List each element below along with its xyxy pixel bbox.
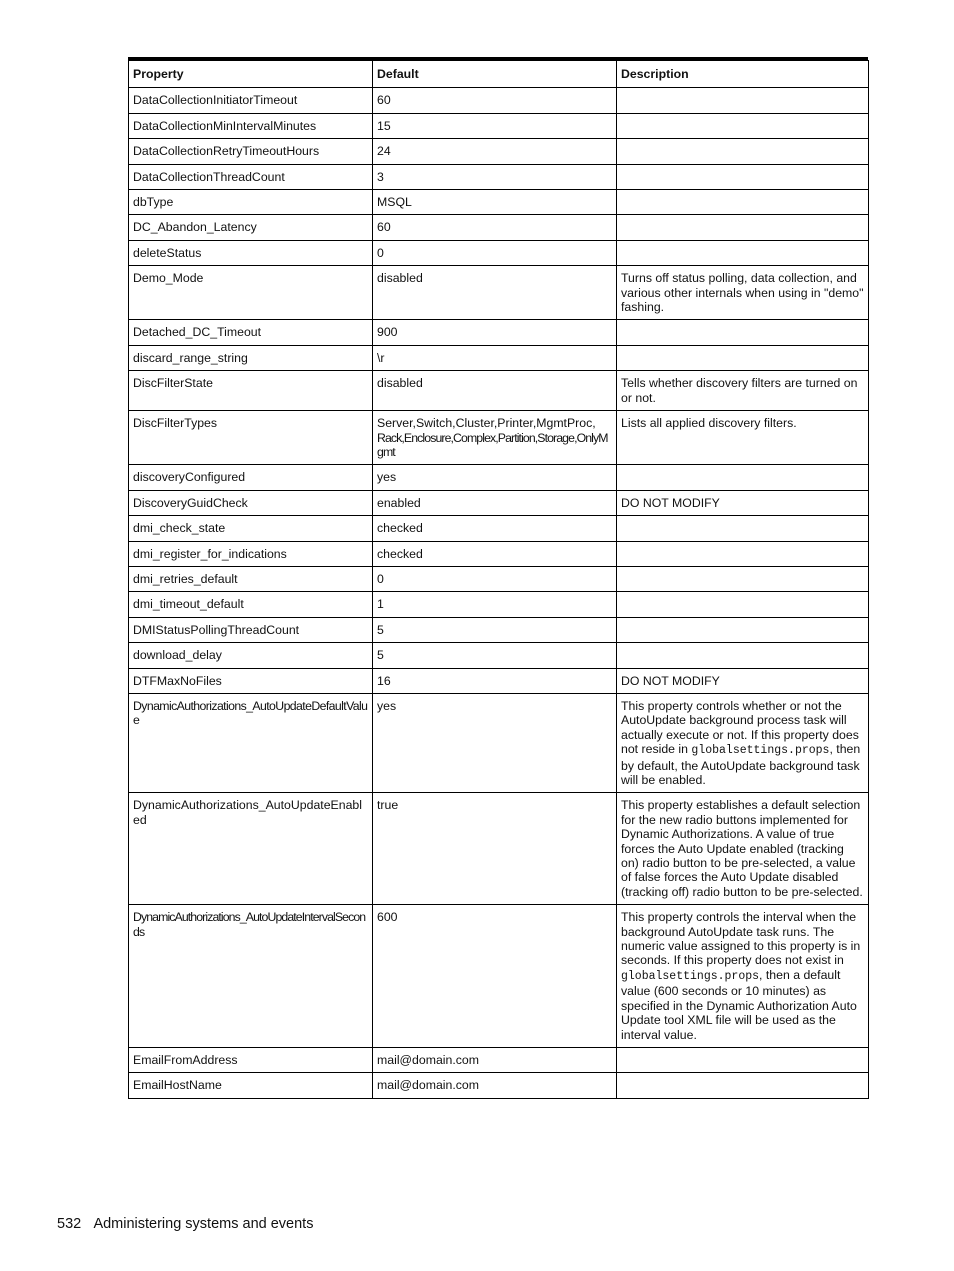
default-cell: mail@domain.com [373,1047,617,1072]
property-cell: Demo_Mode [129,266,373,320]
default-cell: 1 [373,592,617,617]
default-cell: \r [373,345,617,370]
description-code: globalsettings.props [691,744,830,758]
default-cell: 5 [373,643,617,668]
property-cell: DynamicAuthorizations_AutoUpdateEnabled [129,793,373,905]
header-default: Default [373,61,617,88]
table-row [129,113,869,138]
property-cell: dmi_retries_default [129,566,373,591]
table-row [129,139,869,164]
table-row [129,516,869,541]
default-cell: 16 [373,668,617,693]
table-row [129,164,869,189]
default-cell: checked [373,516,617,541]
default-cell: yes [373,465,617,490]
default-cell [373,411,617,465]
description-cell [617,617,869,642]
description-cell [617,592,869,617]
description-cell [617,541,869,566]
properties-table [128,60,869,1099]
property-cell: DC_Abandon_Latency [129,215,373,240]
table-row [129,345,869,370]
table-row [129,371,869,411]
description-cell [617,320,869,345]
default-cell: disabled [373,266,617,320]
description-cell [617,240,869,265]
description-code: globalsettings.props [621,969,760,983]
description-cell [617,164,869,189]
property-cell: discard_range_string [129,345,373,370]
description-cell [617,139,869,164]
table-row [129,592,869,617]
property-cell: dmi_timeout_default [129,592,373,617]
page-number: 532 [57,1216,82,1232]
description-text: This property controls whether or not the AutoUpdate background process task will actually execute or not. If this property does not reside in [621,698,859,757]
property-cell: Detached_DC_Timeout [129,320,373,345]
default-cell: 3 [373,164,617,189]
description-cell [617,190,869,215]
table-row [129,411,869,465]
description-text: , then a default value (600 seconds or 10 minutes) as specified in the Dynamic Authorization Auto Update tool XML file will be used as the interval value. [621,967,857,1042]
default-cell: 0 [373,240,617,265]
table-row [129,566,869,591]
property-cell: DiscFilterState [129,371,373,411]
description-cell [617,1073,869,1098]
default-cell: 60 [373,215,617,240]
default-cell: 24 [373,139,617,164]
table-row [129,88,869,113]
description-cell [617,693,869,792]
default-cell: checked [373,541,617,566]
description-cell: Turns off status polling, data collection, and various other internals when using in "demo" fashing. [617,266,869,320]
table-row [129,240,869,265]
default-cell: 60 [373,88,617,113]
description-cell [617,1047,869,1072]
property-cell: discoveryConfigured [129,465,373,490]
footer-section-title: Administering systems and events [93,1216,314,1232]
property-cell: DMIStatusPollingThreadCount [129,617,373,642]
default-cell: 15 [373,113,617,138]
header-description: Description [617,61,869,88]
table-header-row [129,61,869,88]
description-cell: DO NOT MODIFY [617,668,869,693]
property-cell: DataCollectionInitiatorTimeout [129,88,373,113]
description-text: , then by default, the AutoUpdate background task will be enabled. [621,742,861,787]
property-cell: deleteStatus [129,240,373,265]
description-cell [617,905,869,1048]
property-cell: DTFMaxNoFiles [129,668,373,693]
table-row [129,490,869,515]
header-property: Property [129,61,373,88]
property-cell: dmi_register_for_indications [129,541,373,566]
table-row [129,693,869,792]
property-cell: dmi_check_state [129,516,373,541]
table-row [129,266,869,320]
table-row [129,793,869,905]
description-cell [617,566,869,591]
property-cell: DataCollectionMinIntervalMinutes [129,113,373,138]
property-cell: download_delay [129,643,373,668]
default-cell: true [373,793,617,905]
default-cell: disabled [373,371,617,411]
table-row [129,215,869,240]
default-cell: mail@domain.com [373,1073,617,1098]
default-cell: enabled [373,490,617,515]
default-cell: 900 [373,320,617,345]
property-cell: EmailHostName [129,1073,373,1098]
page-footer [57,1216,313,1232]
table-row [129,617,869,642]
description-cell [617,113,869,138]
description-cell: DO NOT MODIFY [617,490,869,515]
table-row [129,1047,869,1072]
property-cell: DynamicAuthorizations_AutoUpdateIntervalSeconds [129,905,373,1048]
table-row [129,320,869,345]
table-row [129,465,869,490]
default-cell: 5 [373,617,617,642]
property-cell: EmailFromAddress [129,1047,373,1072]
description-cell [617,643,869,668]
default-cell: MSQL [373,190,617,215]
description-cell [617,215,869,240]
description-cell: This property establishes a default selection for the new radio buttons implemented for Dynamic Authorizations. A value of true forces the Auto Update enabled (tracking on) radio button to be pre-selected, a value of false forces the Auto Update disabled (tracking off) radio button to be pre-selected. [617,793,869,905]
description-cell: Lists all applied discovery filters. [617,411,869,465]
property-cell: DataCollectionThreadCount [129,164,373,189]
default-cell: yes [373,693,617,792]
table-row [129,643,869,668]
table-row [129,190,869,215]
description-cell [617,516,869,541]
description-cell [617,345,869,370]
default-line-1: Server,Switch,Cluster,Printer,MgmtProc, [377,416,596,431]
table-row [129,668,869,693]
default-line-2: Rack,Enclosure,Complex,Partition,Storage,OnlyMgmt [377,430,608,459]
property-cell: DiscFilterTypes [129,411,373,465]
description-cell: Tells whether discovery filters are turned on or not. [617,371,869,411]
table-row [129,1073,869,1098]
property-cell: dbType [129,190,373,215]
table-row [129,541,869,566]
property-cell: DataCollectionRetryTimeoutHours [129,139,373,164]
description-text: This property controls the interval when the background AutoUpdate task runs. The numeric value assigned to this property is in seconds. If this property does not exist in [621,910,861,968]
property-cell: DynamicAuthorizations_AutoUpdateDefaultValue [129,693,373,792]
default-cell: 0 [373,566,617,591]
property-cell: DiscoveryGuidCheck [129,490,373,515]
default-cell: 600 [373,905,617,1048]
table-row [129,905,869,1048]
description-cell [617,88,869,113]
description-cell [617,465,869,490]
